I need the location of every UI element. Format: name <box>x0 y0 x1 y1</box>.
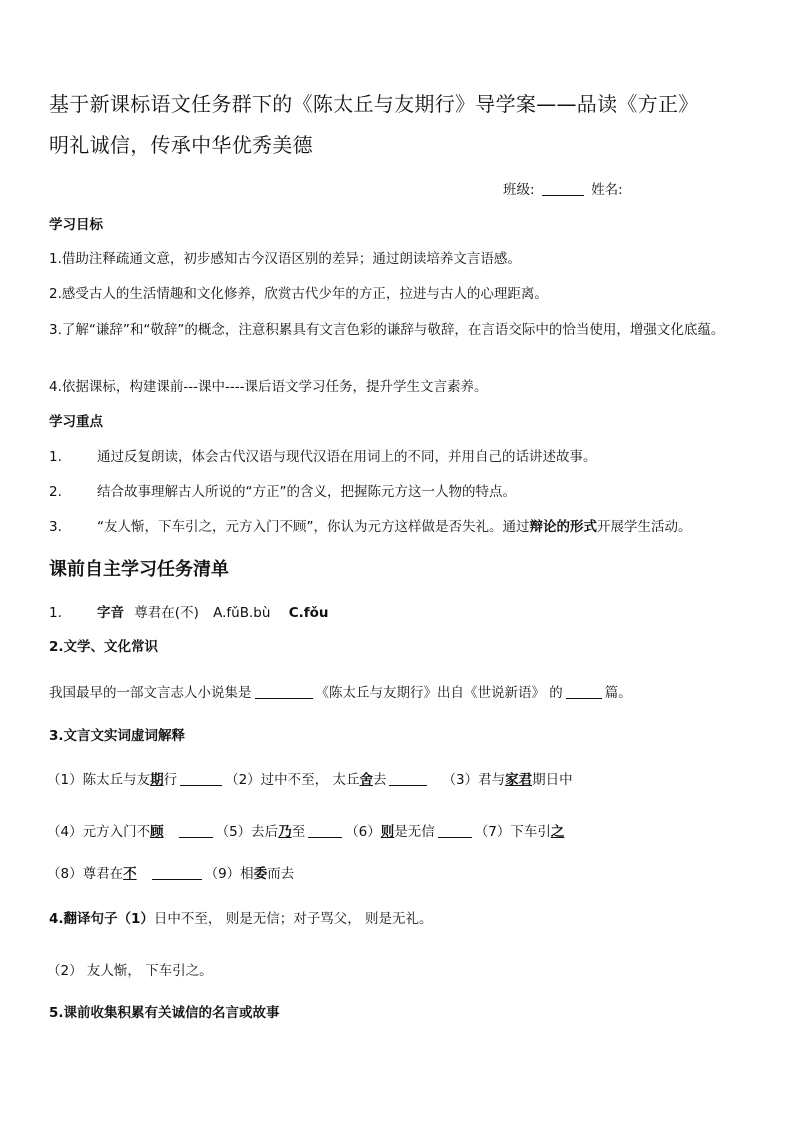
word-blank[interactable] <box>389 771 427 786</box>
objective-item: 2.感受古人的生活情趣和文化修养，欣赏古代少年的方正，拉进与古人的心理距离。 <box>49 286 548 302</box>
focus-num: 3. <box>49 519 62 535</box>
focus-num: 2. <box>49 484 62 500</box>
word-key: 乃 <box>278 824 292 840</box>
translate-row-1 <box>49 909 433 929</box>
pron-label: 字音 <box>97 605 124 621</box>
pron-option-ab[interactable]: A.fǔB.bù <box>213 605 271 621</box>
focus-heading: 学习重点 <box>49 414 103 430</box>
word-item-pre: （4）元方入门不 <box>47 824 151 840</box>
literature-question <box>49 683 632 703</box>
focus-item <box>49 517 692 537</box>
focus-text: “友人惭，下车引之，元方入门不顾”，你认为元方这样做是否失礼。通过 <box>97 519 530 535</box>
objective-item: 3.了解“谦辞”和“敬辞”的概念，注意积累具有文言色彩的谦辞与敬辞，在言语交际中的恰当使用，增强文化底蕴。 <box>49 322 725 338</box>
words-row-3 <box>47 864 294 884</box>
focus-text: 通过反复朗读，体会古代汉语与现代汉语在用词上的不同，并用自己的话讲述故事。 <box>97 449 597 465</box>
word-item-pre: （9）相 <box>204 866 254 882</box>
tasks-heading: 课前自主学习任务清单 <box>49 559 229 580</box>
collect-heading: 5.课前收集积累有关诚信的名言或故事 <box>49 1005 280 1021</box>
word-item-pre: （3）君与 <box>442 772 506 788</box>
literature-heading: 2.文学、文化常识 <box>49 639 159 655</box>
word-item-pre: （2）过中不至， 太丘 <box>225 772 360 788</box>
word-key: 顾 <box>150 824 164 840</box>
pron-text: 尊君在(不) <box>134 605 199 621</box>
translate-heading: 4.翻译句子（1） <box>49 911 154 927</box>
focus-num: 1. <box>49 449 62 465</box>
name-label: 姓名: <box>591 182 623 198</box>
pron-option-c[interactable]: C.fǒu <box>288 605 329 621</box>
focus-text-bold: 辩论的形式 <box>529 519 597 535</box>
lit-blank-1[interactable] <box>255 684 313 699</box>
word-blank[interactable] <box>179 823 213 838</box>
pron-num: 1. <box>49 605 62 621</box>
words-heading: 3.文言文实词虚词解释 <box>49 728 186 744</box>
word-item-pre: （8）尊君在 <box>47 866 124 882</box>
word-item-pre: （1）陈太丘与友 <box>47 772 151 788</box>
focus-item <box>49 482 516 502</box>
focus-item <box>49 447 597 467</box>
class-label: 班级: <box>503 182 535 198</box>
word-item-post: 而去 <box>267 866 295 882</box>
word-item-post: 至 <box>291 824 306 840</box>
lit-text: 篇。 <box>604 685 632 701</box>
word-item-pre: （5）去后 <box>215 824 279 840</box>
word-item-post: 去 <box>372 772 387 788</box>
word-key: 则 <box>380 824 395 840</box>
word-key: 家君 <box>505 772 533 788</box>
word-item-pre: （6） <box>345 824 381 840</box>
class-blank[interactable] <box>542 181 584 196</box>
word-blank[interactable] <box>308 823 342 838</box>
focus-text: 结合故事理解古人所说的“方正”的含义，把握陈元方这一人物的特点。 <box>97 484 516 500</box>
translate-sentence: 日中不至， 则是无信；对子骂父， 则是无礼。 <box>153 911 433 927</box>
word-key: 委 <box>253 866 268 882</box>
class-name-row <box>503 180 623 200</box>
objective-item: 1.借助注释疏通文意，初步感知古今汉语区别的差异；通过朗读培养文言语感。 <box>49 251 521 267</box>
word-item-pre: （7）下车引 <box>474 824 551 840</box>
lit-blank-2[interactable] <box>566 684 602 699</box>
page-title-line2: 明礼诚信，传承中华优秀美德 <box>49 133 313 157</box>
word-item-post: 期日中 <box>532 772 573 788</box>
objectives-heading: 学习目标 <box>49 217 103 233</box>
objective-item: 4.依据课标，构建课前---课中----课后语文学习任务，提升学生文言素养。 <box>49 379 488 395</box>
pronunciation-row <box>49 603 329 623</box>
word-key: 期 <box>150 772 164 788</box>
word-item-post: 行 <box>163 772 178 788</box>
word-blank[interactable] <box>152 865 202 880</box>
lit-text: 我国最早的一部文言志人小说集是 <box>49 685 252 701</box>
translate-sentence-2: （2） 友人惭， 下车引之。 <box>47 963 213 979</box>
word-key: 之 <box>550 824 565 840</box>
page-title-line1: 基于新课标语文任务群下的《陈太丘与友期行》导学案——品读《方正》 <box>49 92 699 116</box>
word-blank[interactable] <box>438 823 472 838</box>
word-blank[interactable] <box>180 771 222 786</box>
focus-text: 开展学生活动。 <box>597 519 692 535</box>
lit-text: 《陈太丘与友期行》出自《世说新语》 的 <box>315 685 563 701</box>
words-row-2 <box>47 822 564 842</box>
word-key: 不 <box>123 866 137 882</box>
words-row-1 <box>47 770 573 790</box>
word-item-post: 是无信 <box>394 824 435 840</box>
word-key: 舍 <box>359 772 373 788</box>
